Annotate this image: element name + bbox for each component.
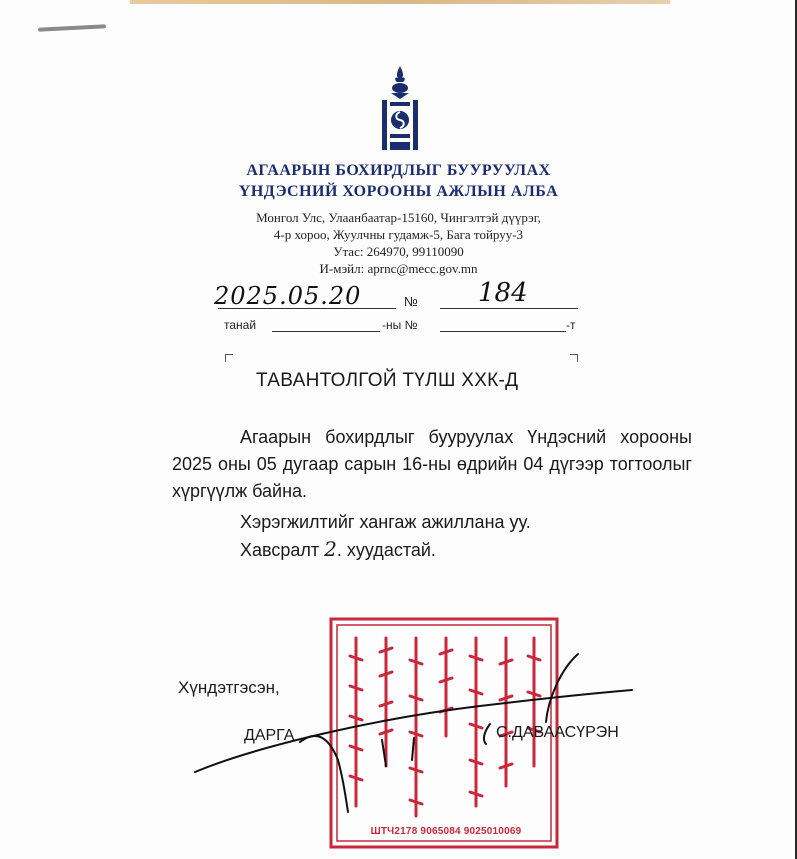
org-name-line1: АГААРЫН БОХИРДЛЫГ БУУРУУЛАХ xyxy=(246,162,551,179)
signer-name: С.ДАВААСҮРЭН xyxy=(496,724,619,741)
attachment-prefix: Хавсралт xyxy=(240,540,320,560)
scan-mark xyxy=(38,24,106,32)
your-label: танай xyxy=(224,318,257,332)
signer-title: ДАРГА xyxy=(244,727,295,744)
date-handwritten: 2025.05.20 xyxy=(214,282,362,310)
number-handwritten: 184 xyxy=(478,278,528,308)
scan-top-strip xyxy=(130,0,670,4)
address-line2: 4-р хороо, Жуулчны гудамж-5, Бага тойруу-3 xyxy=(273,227,524,242)
addressee-corner-left xyxy=(225,354,233,362)
attachment-count-handwritten: 2 xyxy=(324,537,337,561)
your-date-underline xyxy=(272,331,380,332)
phone-line: Утас: 264970, 99110090 xyxy=(333,244,464,259)
your-number-underline xyxy=(440,331,566,332)
closing-greeting: Хүндэтгэсэн, xyxy=(178,678,280,697)
email-line: И-мэйл: aprnc@mecc.gov.mn xyxy=(319,261,478,276)
number-underline xyxy=(440,308,578,309)
org-name-line2: ҮНДЭСНИЙ ХОРООНЫ АЖЛЫН АЛБА xyxy=(238,183,559,200)
stamp-code: ШТЧ2178 9065084 9025010069 xyxy=(370,826,522,837)
body-paragraph2: Хэрэгжилтийг хангаж ажиллана уу. xyxy=(240,512,531,532)
body-paragraph1: Агаарын бохирдлыг бууруулах Үндэсний хорооны 2025 оны 05 дугаар сарын 16-ны өдрийн 04 дүгээр тогтоолыг хүргүүлж байна. xyxy=(172,427,692,501)
date-underline xyxy=(218,308,396,309)
your-end-label: -т xyxy=(566,318,576,332)
your-number-label: -ны № xyxy=(382,318,418,332)
attachment-suffix: . хуудастай. xyxy=(336,540,436,560)
addressee: ТАВАНТОЛГОЙ ТҮЛШ ХХК-Д xyxy=(256,370,519,391)
address-line1: Монгол Улс, Улаанбаатар-15160, Чингэлтэй дүүрэг, xyxy=(256,210,541,225)
soyombo-emblem-icon xyxy=(378,64,422,154)
number-label: № xyxy=(404,294,418,309)
attachment-line xyxy=(240,536,700,564)
addressee-corner-right xyxy=(570,354,578,362)
